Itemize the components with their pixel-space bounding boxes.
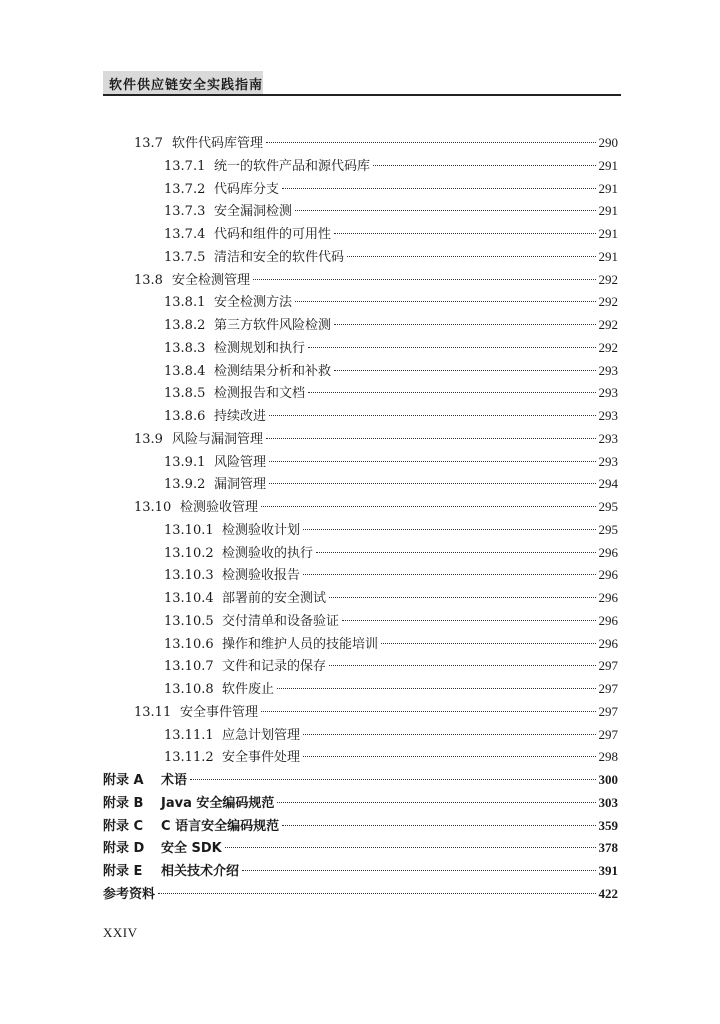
toc-entry[interactable] [103, 451, 618, 474]
toc-entry[interactable] [103, 860, 618, 883]
page-number: XXIV [103, 925, 138, 940]
dot-leader [334, 370, 595, 371]
toc-entry[interactable] [103, 564, 618, 587]
dot-leader [342, 620, 595, 621]
dot-leader [277, 688, 595, 689]
toc-entry[interactable] [103, 724, 618, 747]
toc-entry-title: 检测验收计划 [222, 522, 301, 538]
toc-entry-title: 统一的软件产品和源代码库 [214, 158, 371, 174]
dot-leader [261, 711, 595, 712]
dot-leader [329, 597, 595, 598]
toc-entry-title: 检测验收的执行 [222, 545, 314, 561]
dot-leader [266, 142, 595, 143]
toc-entry[interactable] [103, 246, 618, 269]
toc-entry[interactable] [103, 200, 618, 223]
toc-entry-title: 代码库分支 [214, 181, 280, 197]
toc-entry[interactable] [103, 883, 618, 906]
dot-leader [269, 461, 595, 462]
toc-entry-page: 291 [598, 248, 618, 264]
toc-entry-title: 风险与漏洞管理 [172, 431, 264, 447]
dot-leader [269, 483, 595, 484]
toc-entry-number: 13.10.6 [164, 636, 214, 652]
toc-entry-title: 交付清单和设备验证 [222, 613, 340, 629]
dot-leader [266, 438, 595, 439]
toc-entry[interactable] [103, 519, 618, 542]
toc-entry-number: 13.8 [134, 272, 163, 288]
toc-entry-title: C 语言安全编码规范 [161, 818, 280, 834]
toc-entry-title: 术语 [161, 773, 188, 788]
toc-entry-number: 13.10.5 [164, 613, 214, 629]
toc-entry-page: 296 [598, 590, 618, 605]
toc-entry-title: 操作和维护人员的技能培训 [222, 636, 379, 652]
toc-entry-page: 293 [598, 430, 618, 446]
dot-leader [277, 802, 595, 803]
toc-entry-number: 附录 E [103, 864, 143, 879]
toc-entry-page: 292 [598, 271, 618, 287]
toc-entry-title: 清洁和安全的软件代码 [214, 249, 345, 265]
toc-entry-page: 296 [598, 612, 618, 628]
toc-entry[interactable] [103, 269, 618, 292]
toc-entry-title: 风险管理 [214, 454, 267, 470]
toc-entry-number: 13.8.6 [164, 409, 206, 424]
toc-entry-page: 293 [598, 453, 618, 469]
toc-entry[interactable] [103, 314, 618, 337]
toc-entry-title: 安全事件处理 [222, 750, 301, 766]
running-header [103, 71, 621, 96]
toc-entry-number: 13.10.1 [164, 522, 214, 538]
dot-leader [303, 756, 595, 757]
dot-leader [225, 847, 596, 848]
toc-entry-page: 291 [598, 203, 618, 219]
toc-entry-title: 部署前的安全测试 [222, 591, 327, 606]
toc-entry[interactable] [103, 178, 618, 201]
toc-entry[interactable] [103, 837, 618, 860]
toc-entry-number: 附录 B [103, 795, 144, 811]
dot-leader [261, 506, 595, 507]
toc-entry-title: 漏洞管理 [214, 477, 267, 493]
dot-leader [303, 529, 595, 530]
dot-leader [373, 165, 595, 166]
dot-leader [303, 574, 595, 575]
toc-entry-number: 13.8.4 [164, 363, 206, 379]
toc-entry[interactable] [103, 382, 618, 405]
toc-entry-number: 13.11.2 [164, 750, 214, 766]
toc-entry[interactable] [103, 473, 618, 496]
toc-entry-number: 13.10.3 [164, 568, 214, 584]
toc-entry-number: 13.9.2 [164, 477, 206, 493]
dot-leader [347, 256, 595, 257]
toc-entry-number: 13.10 [134, 500, 172, 515]
toc-entry-page: 292 [598, 339, 618, 355]
toc-entry-title: 安全检测管理 [172, 272, 251, 288]
dot-leader [190, 779, 595, 780]
toc-entry-title: Java 安全编码规范 [161, 795, 275, 811]
dot-leader [303, 734, 595, 735]
toc-entry-page: 293 [598, 408, 618, 423]
toc-entry-number: 附录 C [103, 818, 144, 834]
toc-entry-number: 13.8.3 [164, 340, 206, 356]
toc-entry-title: 检测验收管理 [180, 500, 259, 515]
toc-entry[interactable] [103, 769, 618, 792]
toc-entry-number: 13.7.3 [164, 204, 206, 220]
toc-entry[interactable] [103, 496, 618, 519]
toc-entry-number: 13.10.8 [164, 682, 214, 697]
toc-entry[interactable] [103, 633, 618, 656]
dot-leader [334, 233, 595, 234]
toc-entry-number: 13.7.1 [164, 158, 206, 174]
toc-entry[interactable] [103, 815, 618, 838]
toc-entry-page: 294 [598, 476, 618, 492]
toc-entry-number: 13.7.4 [164, 227, 206, 242]
toc-entry-page: 378 [598, 840, 618, 856]
toc-entry[interactable] [103, 337, 618, 360]
toc-entry-title: 代码和组件的可用性 [214, 227, 332, 242]
toc-entry-number: 13.9 [134, 431, 163, 447]
toc-entry-title: 参考资料 [103, 886, 156, 902]
toc-entry-number: 13.8.2 [164, 318, 206, 333]
toc-entry[interactable] [103, 746, 618, 769]
toc-entry-title: 应急计划管理 [222, 727, 301, 743]
dot-leader [282, 188, 595, 189]
dot-leader [282, 825, 595, 826]
toc-entry[interactable] [103, 291, 618, 314]
dot-leader [381, 643, 595, 644]
toc-entry-page: 292 [598, 317, 618, 332]
toc-entry[interactable] [103, 678, 618, 701]
toc-entry-number: 13.7.2 [164, 181, 206, 197]
toc-entry-number: 附录 A [103, 773, 144, 788]
toc-entry-page: 296 [598, 567, 618, 583]
toc-entry-title: 软件废止 [222, 682, 275, 697]
dot-leader [329, 665, 595, 666]
toc-entry-number: 13.10.7 [164, 659, 214, 675]
dot-leader [316, 552, 595, 553]
toc-entry-page: 422 [598, 885, 618, 901]
toc-entry-page: 291 [598, 157, 618, 173]
dot-leader [295, 210, 595, 211]
toc-entry[interactable] [103, 655, 618, 678]
toc-entry[interactable] [103, 223, 618, 246]
toc-entry-number: 13.9.1 [164, 454, 206, 470]
dot-leader [269, 415, 595, 416]
dot-leader [295, 301, 595, 302]
toc-entry-page: 297 [598, 658, 618, 674]
toc-entry-page: 295 [598, 499, 618, 514]
dot-leader [308, 392, 595, 393]
toc-entry-page: 296 [598, 635, 618, 651]
book-title: 软件供应链安全实践指南 [109, 78, 264, 93]
toc-entry-page: 290 [598, 135, 618, 150]
toc-entry-title: 检测报告和文档 [214, 386, 306, 402]
dot-leader [242, 870, 595, 871]
toc-entry-page: 293 [598, 385, 618, 401]
toc-entry-page: 293 [598, 362, 618, 378]
toc-entry[interactable] [103, 405, 618, 428]
toc-entry[interactable] [103, 155, 618, 178]
toc-entry[interactable] [103, 792, 618, 815]
dot-leader [308, 347, 595, 348]
table-of-contents [103, 132, 618, 906]
toc-entry-page: 297 [598, 681, 618, 696]
toc-entry-title: 相关技术介绍 [161, 864, 240, 879]
toc-entry[interactable] [103, 428, 618, 451]
toc-entry-title: 检测验收报告 [222, 568, 301, 584]
dot-leader [253, 279, 595, 280]
dot-leader [334, 324, 595, 325]
toc-entry-title: 持续改进 [214, 409, 267, 424]
toc-entry-number: 13.8.1 [164, 295, 206, 311]
toc-entry-number: 13.7.5 [164, 249, 206, 265]
toc-entry-page: 298 [598, 749, 618, 765]
toc-entry-page: 359 [598, 817, 618, 833]
toc-entry-title: 检测结果分析和补救 [214, 363, 332, 379]
toc-entry-page: 291 [598, 226, 618, 241]
toc-entry-number: 13.11.1 [164, 727, 214, 743]
toc-entry-page: 297 [598, 726, 618, 742]
toc-entry[interactable] [103, 587, 618, 610]
toc-entry-page: 296 [598, 544, 618, 560]
toc-entry-title: 安全事件管理 [180, 704, 259, 720]
dot-leader [158, 893, 595, 894]
toc-entry-title: 软件代码库管理 [172, 136, 264, 151]
toc-entry-number: 13.11 [134, 704, 172, 720]
toc-entry-page: 300 [598, 772, 618, 787]
toc-entry-title: 安全 SDK [161, 841, 222, 857]
toc-entry-number: 13.8.5 [164, 386, 206, 402]
toc-entry[interactable] [103, 610, 618, 633]
toc-entry-page: 295 [598, 521, 618, 537]
toc-entry[interactable] [103, 542, 618, 565]
toc-entry-title: 第三方软件风险检测 [214, 318, 332, 333]
toc-entry-page: 297 [598, 703, 618, 719]
toc-entry-title: 安全漏洞检测 [214, 204, 293, 220]
toc-entry-title: 文件和记录的保存 [222, 659, 327, 675]
toc-entry[interactable] [103, 701, 618, 724]
toc-entry-title: 安全检测方法 [214, 295, 293, 311]
toc-entry-page: 292 [598, 294, 618, 310]
toc-entry-number: 13.10.4 [164, 591, 214, 606]
toc-entry-title: 检测规划和执行 [214, 340, 306, 356]
toc-entry-page: 291 [598, 180, 618, 196]
toc-entry[interactable] [103, 132, 618, 155]
toc-entry-number: 13.10.2 [164, 545, 214, 561]
toc-entry[interactable] [103, 360, 618, 383]
toc-entry-number: 13.7 [134, 136, 163, 151]
toc-entry-number: 附录 D [103, 841, 145, 857]
toc-entry-page: 391 [598, 863, 618, 878]
toc-entry-page: 303 [598, 794, 618, 810]
